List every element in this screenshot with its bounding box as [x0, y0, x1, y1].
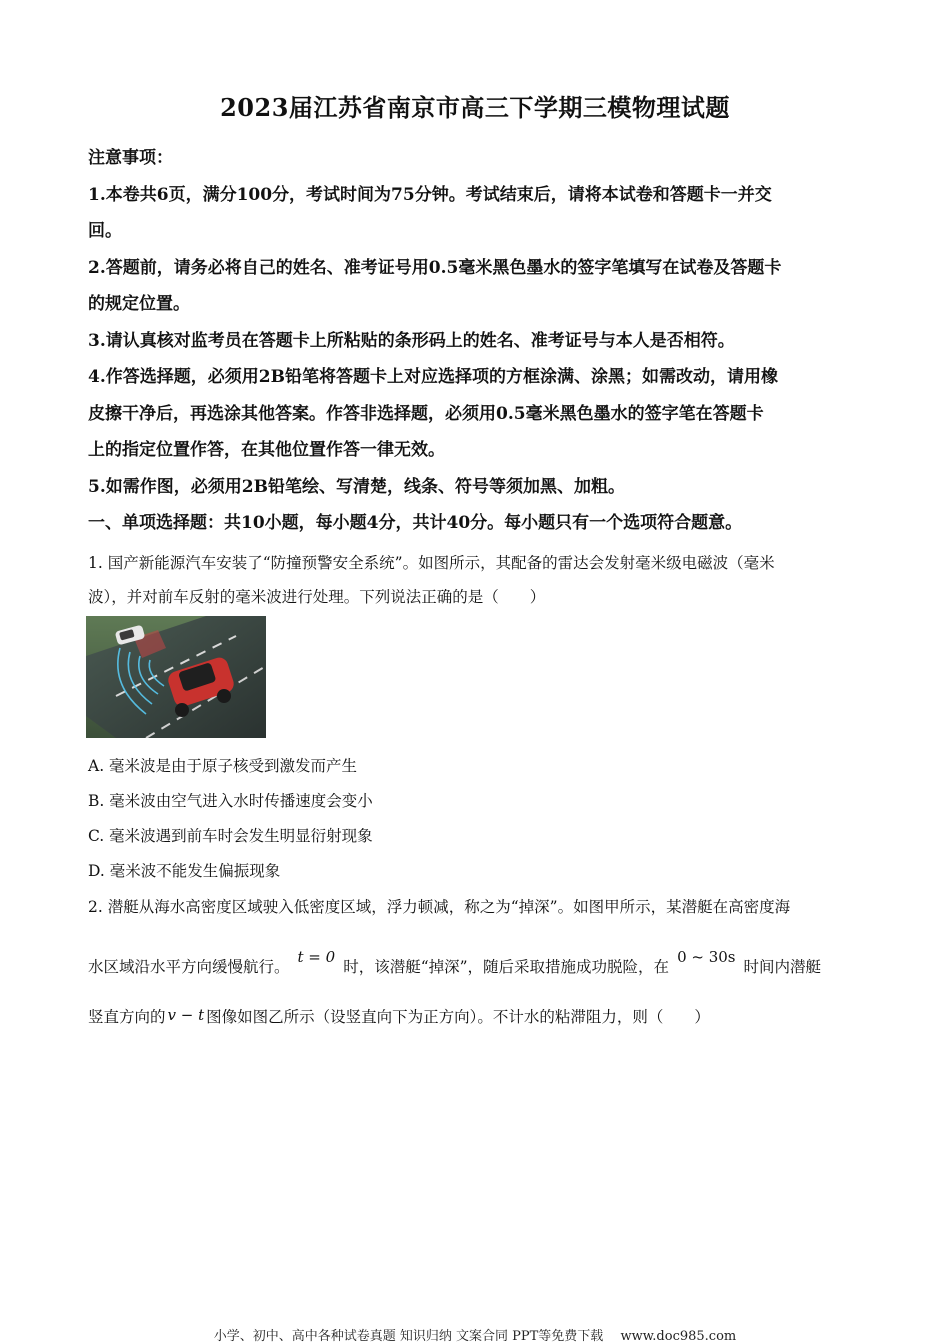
q2-text-part: 时间内潜艇	[743, 958, 822, 976]
q2-stem-line-3	[88, 1000, 878, 1034]
car-radar-illustration	[86, 616, 266, 738]
q1-option-a: A. 毫米波是由于原子核受到激发而产生	[88, 757, 358, 775]
instruction-3: 3.请认真核对监考员在答题卡上所粘贴的条形码上的姓名、准考证号与本人是否相符。	[88, 330, 735, 351]
q2-stem-line-2	[88, 950, 878, 984]
q2-text-part: 时，该潜艇“掉深”，随后采取措施成功脱险，在	[343, 958, 670, 976]
instruction-4c: 上的指定位置作答，在其他位置作答一律无效。	[88, 440, 445, 460]
q1-stem-line-2: 波），并对前车反射的毫米波进行处理。下列说法正确的是（ ）	[88, 588, 546, 606]
q2-text-part: 竖直方向的	[88, 1008, 166, 1026]
q1-option-d: D. 毫米波不能发生偏振现象	[88, 862, 281, 880]
q2-math-range: 0 ~ 30s	[677, 948, 736, 966]
q2-math-vt: v − t	[167, 1006, 205, 1024]
q2-text-part: 水区域沿水平方向缓慢航行。	[88, 958, 290, 976]
page-title: 2023届江苏省南京市高三下学期三模物理试题	[220, 93, 730, 122]
q2-text-part: 图像如图乙所示（设竖直向下为正方向）。不计水的粘滞阻力，则（ ）	[206, 1008, 710, 1026]
instruction-5: 5.如需作图，必须用2B铅笔绘、写清楚，线条、符号等须加黑、加粗。	[88, 476, 625, 497]
instruction-2b: 的规定位置。	[88, 294, 190, 314]
q2-stem-line-1: 2. 潜艇从海水高密度区域驶入低密度区域，浮力顿减，称之为“掉深”。如图甲所示，某潜艇在高密度海	[88, 898, 791, 916]
page-footer: 小学、初中、高中各种试卷真题 知识归纳 文案合同 PPT等免费下载 www.doc985.com	[213, 1329, 737, 1344]
instruction-1b: 回。	[88, 221, 122, 241]
instruction-2a: 2.答题前，请务必将自己的姓名、准考证号用0.5毫米黑色墨水的签字笔填写在试卷及答题卡	[88, 257, 782, 278]
q1-stem-line-1: 1. 国产新能源汽车安装了“防撞预警安全系统”。如图所示，其配备的雷达会发射毫米级电磁波（毫米	[88, 554, 775, 572]
q2-math-t0: t = 0	[297, 948, 336, 966]
q1-car-radar-image	[86, 616, 266, 738]
instruction-4a: 4.作答选择题，必须用2B铅笔将答题卡上对应选择项的方框涂满、涂黑；如需改动，请用橡	[88, 367, 778, 387]
section-heading: 一、单项选择题：共10小题，每小题4分，共计40分。每小题只有一个选项符合题意。	[88, 513, 743, 533]
instruction-1a: 1.本卷共6页，满分100分，考试时间为75分钟。考试结束后，请将本试卷和答题卡一并交	[88, 184, 772, 205]
q1-option-b: B. 毫米波由空气进入水时传播速度会变小	[88, 792, 373, 810]
instruction-4b: 皮擦干净后，再选涂其他答案。作答非选择题，必须用0.5毫米黑色墨水的签字笔在答题卡	[88, 403, 764, 424]
instructions	[88, 140, 868, 542]
instructions-heading: 注意事项：	[88, 148, 173, 168]
q1-option-c: C. 毫米波遇到前车时会发生明显衍射现象	[88, 827, 373, 845]
